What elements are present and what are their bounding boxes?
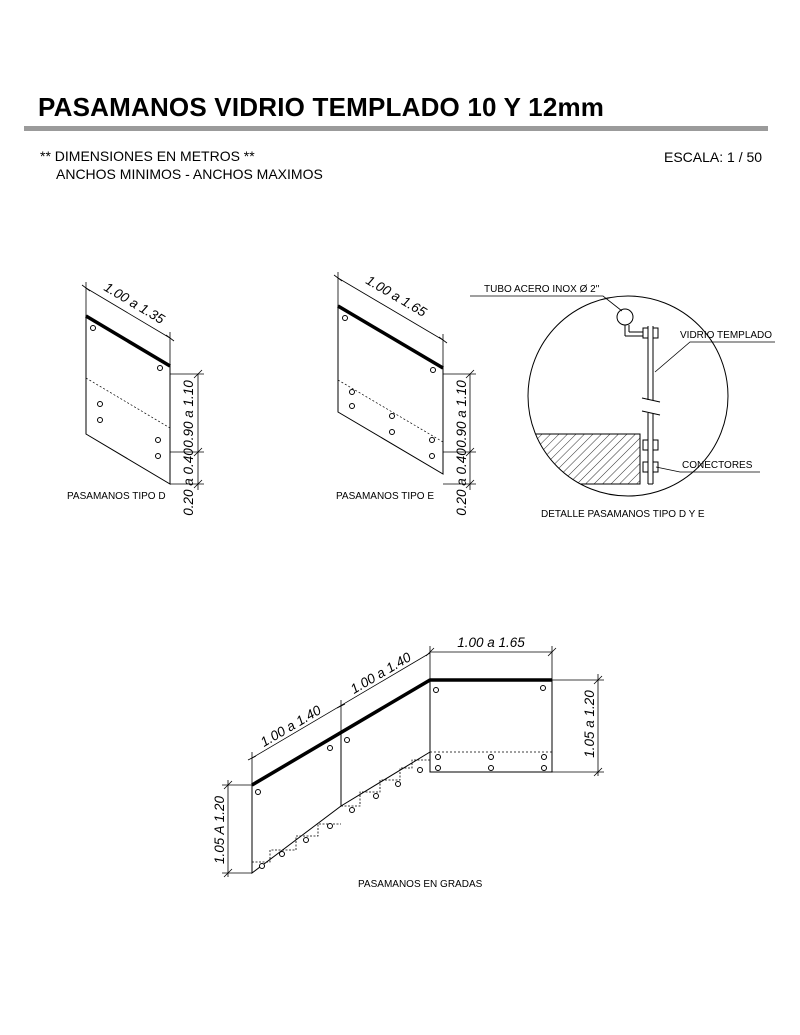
tipo-e-handrail <box>338 306 443 368</box>
gradas-left-height-label: 1.05 A 1.20 <box>212 795 227 865</box>
gradas-slope-upper-label: 1.00 a 1.40 <box>347 649 414 697</box>
tipo-d-upper-height-label: 0.90 a 1.10 <box>181 380 196 448</box>
gradas-flat-width-label: 1.00 a 1.65 <box>457 635 525 650</box>
tipo-d-lower-height-label: 0.20 a 0.40 <box>181 448 196 516</box>
gradas-right-height-label: 1.05 a 1.20 <box>582 690 597 758</box>
connector-label: CONECTORES <box>682 460 753 471</box>
widths-note: ANCHOS MINIMOS - ANCHOS MAXIMOS <box>56 166 323 182</box>
glass-section <box>642 326 660 484</box>
glass-label: VIDRIO TEMPLADO <box>680 330 773 341</box>
gradas-slope-lower-label: 1.00 a 1.40 <box>257 702 324 750</box>
floor-slab-hatch <box>524 434 640 484</box>
units-note: ** DIMENSIONES EN METROS ** <box>40 148 255 164</box>
gradas-glass-panels <box>252 680 552 873</box>
page-title: PASAMANOS VIDRIO TEMPLADO 10 Y 12mm <box>38 92 605 122</box>
tipo-d-width-label: 1.00 a 1.35 <box>101 279 168 327</box>
scale-note: ESCALA: 1 / 50 <box>664 149 763 165</box>
gradas-drawing <box>222 646 604 877</box>
detail-caption: DETALLE PASAMANOS TIPO D Y E <box>541 509 705 520</box>
tipo-e-lower-height-label: 0.20 a 0.40 <box>454 448 469 516</box>
tube-label: TUBO ACERO INOX Ø 2" <box>484 284 600 295</box>
tipo-e-caption: PASAMANOS TIPO E <box>336 491 434 502</box>
tipo-e-upper-height-label: 0.90 a 1.10 <box>454 380 469 448</box>
tipo-d-caption: PASAMANOS TIPO D <box>67 491 166 502</box>
gradas-caption: PASAMANOS EN GRADAS <box>358 879 483 890</box>
tipo-d-connectors <box>91 326 163 459</box>
tipo-e-width-label: 1.00 a 1.65 <box>363 272 430 320</box>
handrail-tube-section <box>617 309 645 336</box>
